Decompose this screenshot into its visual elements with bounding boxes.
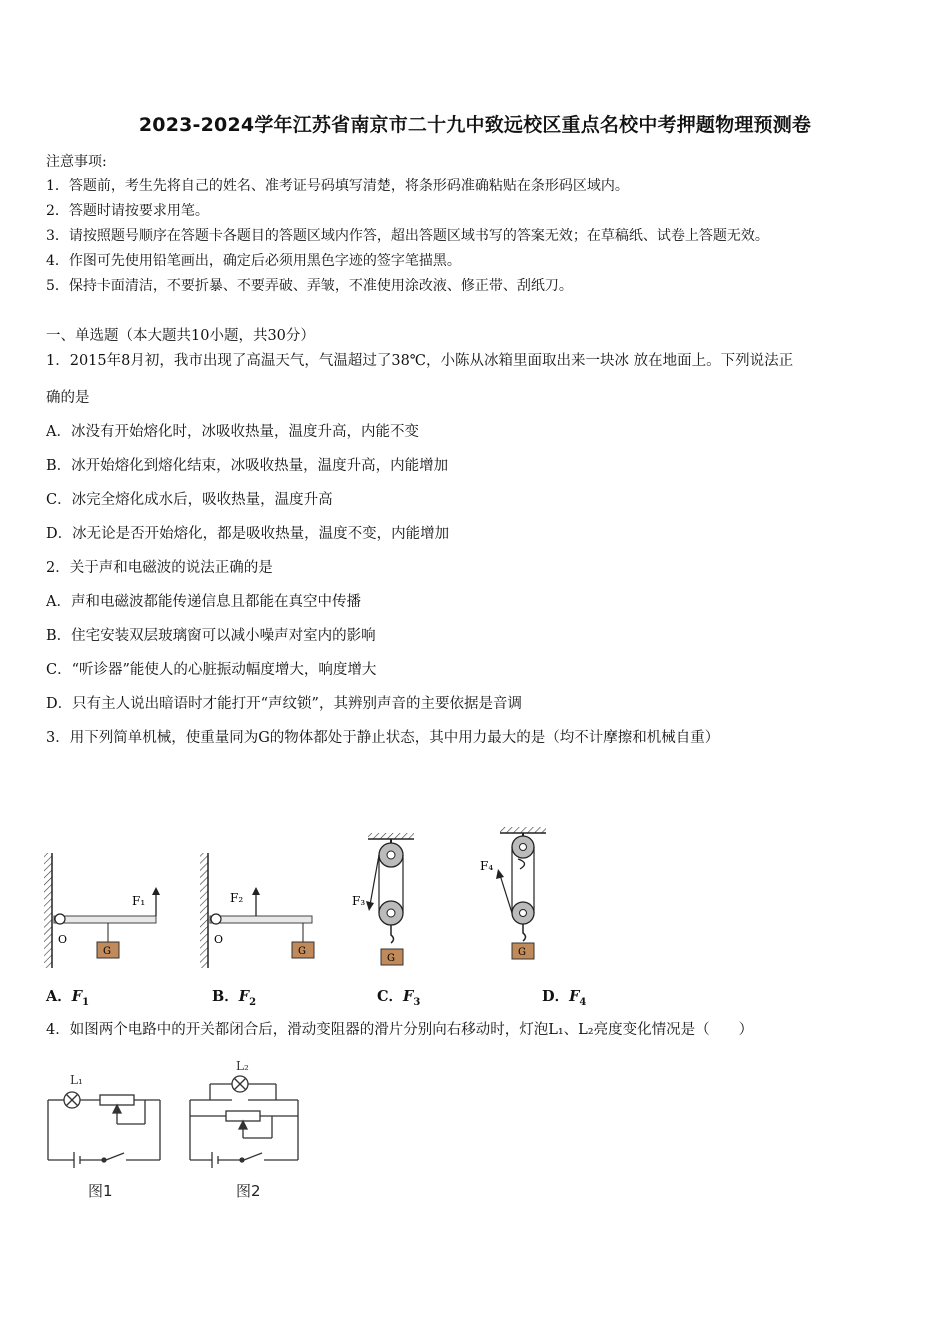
q1-option-a: A．冰没有开始熔化时，冰吸收热量，温度升高，内能不变 (46, 424, 419, 440)
q4-stem: 4．如图两个电路中的开关都闭合后，滑动变阻器的滑片分别向右移动时，灯泡L₁、L₂亮度变化情况是（ ） (46, 1022, 754, 1038)
q3-figure (40, 825, 580, 975)
q1-option-b: B．冰开始熔化到熔化结束，冰吸收热量，温度升高，内能增加 (46, 458, 449, 474)
q1-option-c: C．冰完全熔化成水后，吸收热量，温度升高 (46, 492, 333, 508)
lever-2-pivot-label: O (214, 933, 224, 946)
notice-item-4: 4．作图可先使用铅笔画出，确定后必须用黑色字迹的签字笔描黑。 (46, 253, 461, 269)
lamp-l1-label: L₁ (70, 1073, 83, 1087)
q2-option-c: C．“听诊器”能使人的心脏振动幅度增大，响度增大 (46, 662, 377, 678)
notice-item-3: 3．请按照题号顺序在答题卡各题目的答题区域内作答，超出答题区域书写的答案无效；在草稿纸、试卷上答题无效。 (46, 228, 769, 244)
pulley-3-weight-label: G (387, 953, 395, 964)
f1-label: F₁ (132, 894, 146, 908)
q2-option-a: A．声和电磁波都能传递信息且都能在真空中传播 (46, 594, 361, 610)
q3-option-d: D．$F_4$ (542, 988, 587, 1008)
q1-stem-line2: 确的是 (46, 390, 90, 406)
lever-1-weight-label: G (103, 946, 111, 957)
q2-option-d: D．只有主人说出暗语时才能打开“声纹锁”，其辨别声音的主要依据是音调 (46, 696, 522, 712)
f3-label: F₃ (352, 894, 366, 908)
notice-item-1: 1．答题前，考生先将自己的姓名、准考证号码填写清楚，将条形码准确粘贴在条形码区域内。 (46, 178, 629, 194)
q3-option-b: B．$F_2$ (212, 988, 257, 1008)
circuit-figure-2 (190, 1076, 298, 1168)
section-heading: 一、单选题（本大题共10小题，共30分） (46, 328, 315, 344)
figure-1-caption: 图1 (88, 1182, 113, 1200)
figure-2-caption: 图2 (236, 1182, 261, 1200)
q3-option-c: C．$F_3$ (377, 988, 421, 1008)
notice-header: 注意事项: (46, 154, 107, 170)
circuit-figure-1 (48, 1092, 160, 1168)
pulley-4-weight-label: G (518, 947, 526, 958)
pulley-system-4 (480, 827, 546, 959)
f2-label: F₂ (230, 891, 244, 905)
lever-2-weight-label: G (298, 946, 306, 957)
q1-stem-line1: 1．2015年8月初，我市出现了高温天气，气温超过了38℃，小陈从冰箱里面取出来一块冰 放在地面上。下列说法正 (46, 353, 794, 369)
notice-item-5: 5．保持卡面清洁，不要折暴、不要弄破、弄皱，不准使用涂改液、修正带、刮纸刀。 (46, 278, 573, 294)
lever-2 (200, 853, 314, 968)
lever-1-pivot-label: O (58, 933, 68, 946)
pulley-system-3 (352, 833, 414, 965)
q3-option-a: A．$F_1$ (46, 988, 90, 1008)
q4-figure (40, 1060, 310, 1205)
q2-option-b: B．住宅安装双层玻璃窗可以减小噪声对室内的影响 (46, 628, 376, 644)
q3-stem: 3．用下列简单机械，使重量同为G的物体都处于静止状态，其中用力最大的是（均不计摩擦和机械自重） (46, 730, 720, 746)
lamp-l2-label: L₂ (236, 1060, 249, 1073)
q2-stem: 2．关于声和电磁波的说法正确的是 (46, 560, 273, 576)
page-title: 2023-2024学年江苏省南京市二十九中致远校区重点名校中考押题物理预测卷 (138, 114, 812, 136)
lever-1 (44, 853, 160, 968)
notice-item-2: 2．答题时请按要求用笔。 (46, 203, 209, 219)
q3-options (0, 985, 950, 1009)
f4-label: F₄ (480, 859, 494, 873)
q1-option-d: D．冰无论是否开始熔化，都是吸收热量，温度不变，内能增加 (46, 526, 450, 542)
